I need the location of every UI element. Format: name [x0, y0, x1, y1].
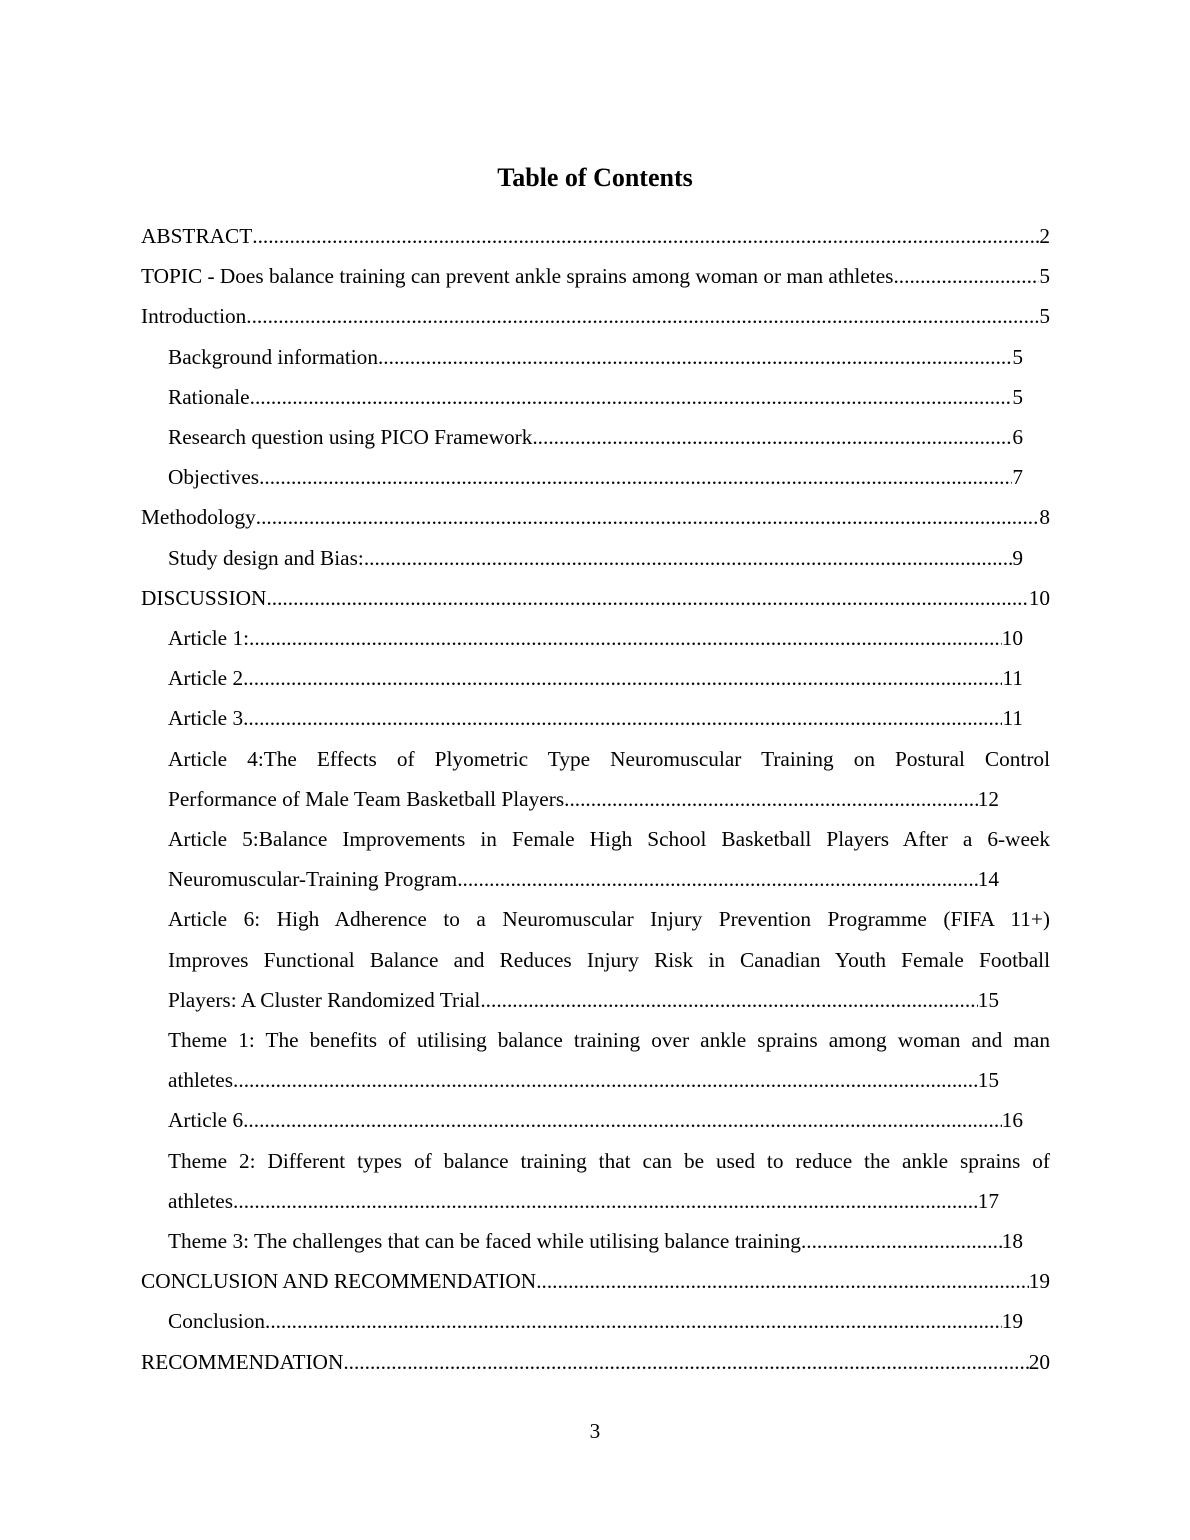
toc-entry[interactable]: [141, 1221, 1023, 1261]
toc-title: Table of Contents: [497, 163, 693, 192]
toc-leader-dots: [265, 1301, 1002, 1341]
toc-entry-label: Article 2: [168, 666, 244, 691]
toc-entry-row: [141, 256, 1050, 296]
toc-leader-dots: [801, 1221, 1002, 1261]
toc-entry-row: [168, 1060, 999, 1100]
toc-entry-label: ABSTRACT: [141, 224, 253, 248]
toc-entry[interactable]: [141, 739, 1050, 819]
toc-entry[interactable]: [141, 819, 1050, 899]
toc-entry[interactable]: [141, 578, 1050, 618]
toc-entry-label: Conclusion: [168, 1309, 266, 1334]
toc-entry[interactable]: [141, 899, 1050, 1020]
toc-leader-dots: [246, 296, 1039, 336]
toc-entry-label: CONCLUSION AND RECOMMENDATION: [141, 1269, 537, 1294]
toc-entry-heading-line: Theme 1: The benefits of utilising balance training over ankle sprains among woman and man: [168, 1028, 1050, 1053]
toc-entry-page: 2: [1039, 224, 1050, 248]
toc-entry-label: Performance of Male Team Basketball Players: [168, 786, 565, 811]
toc-entry-label: Objectives: [168, 465, 260, 490]
toc-entry-row: [168, 1301, 1023, 1341]
toc-entry-page: 7: [1012, 465, 1023, 490]
toc-entry-page: 18: [1001, 1229, 1023, 1254]
toc-list: [141, 216, 1050, 1382]
toc-entry[interactable]: [141, 1261, 1050, 1301]
toc-entry-page: 5: [1012, 384, 1023, 409]
toc-entry-page: 17: [977, 1188, 999, 1213]
toc-entry-label: DISCUSSION: [141, 585, 267, 610]
toc-entry[interactable]: [141, 457, 1023, 497]
toc-entry-label: Article 1:: [168, 626, 250, 651]
toc-entry-page: 5: [1039, 264, 1050, 289]
toc-leader-dots: [256, 497, 1040, 537]
toc-entry-label: Introduction: [141, 304, 247, 329]
toc-entry-page: 9: [1012, 545, 1023, 570]
toc-entry-page: 16: [1001, 1108, 1023, 1133]
toc-entry-label: Methodology: [141, 505, 256, 530]
toc-entry-row: [168, 658, 1023, 698]
toc-entry-page: 15: [977, 1068, 999, 1093]
toc-entry[interactable]: [141, 1100, 1023, 1140]
toc-leader-dots: [243, 658, 1002, 698]
toc-entry[interactable]: [141, 698, 1023, 738]
toc-entry-heading-line: Article 4:The Effects of Plyometric Type Neuromuscular Training on Postural Control: [168, 746, 1050, 771]
toc-entry-label: Players: A Cluster Randomized Trial: [168, 987, 481, 1012]
toc-entry-page: 5: [1039, 304, 1050, 329]
toc-entry-row: [168, 1221, 1023, 1261]
toc-leader-dots: [250, 377, 1013, 417]
toc-leader-dots: [249, 618, 1002, 658]
toc-entry-label: Study design and Bias:: [168, 545, 364, 570]
toc-entry[interactable]: [141, 658, 1023, 698]
toc-leader-dots: [564, 779, 978, 819]
toc-entry-page: 6: [1012, 425, 1023, 450]
toc-entry-label: Neuromuscular-Training Program: [168, 867, 458, 892]
toc-leader-dots: [536, 1261, 1029, 1301]
toc-entry[interactable]: [141, 417, 1023, 457]
toc-entry-row: [168, 538, 1023, 578]
toc-leader-dots: [266, 578, 1028, 618]
toc-entry-page: 8: [1039, 505, 1050, 530]
toc-entry-row: [168, 417, 1023, 457]
toc-leader-dots: [243, 1100, 1002, 1140]
toc-entry-row: [168, 618, 1023, 658]
toc-entry-label: athletes: [168, 1068, 234, 1093]
toc-leader-dots: [532, 417, 1012, 457]
toc-entry-row: [168, 1181, 999, 1221]
toc-entry-page: 11: [1002, 666, 1023, 691]
toc-entry-label: Article 3: [168, 706, 244, 731]
toc-leader-dots: [243, 698, 1002, 738]
toc-entry-page: 19: [1028, 1269, 1050, 1294]
toc-entry-heading-line: Theme 2: Different types of balance training that can be used to reduce the ankle sprains of: [168, 1148, 1050, 1173]
toc-entry[interactable]: [141, 296, 1050, 336]
toc-entry-row: [168, 337, 1023, 377]
toc-entry-label: RECOMMENDATION: [141, 1349, 344, 1374]
toc-entry-page: 14: [977, 867, 999, 892]
toc-entry-page: 11: [1002, 706, 1023, 731]
toc-entry[interactable]: [141, 377, 1023, 417]
toc-entry-row: [141, 1342, 1050, 1382]
toc-entry-page: 12: [977, 786, 999, 811]
toc-entry-label: TOPIC - Does balance training can prevent ankle sprains among woman or man athletes: [141, 264, 894, 289]
toc-entry[interactable]: [141, 256, 1050, 296]
toc-entry-label: athletes: [168, 1188, 234, 1213]
toc-entry-label: Article 6: [168, 1108, 244, 1133]
toc-entry[interactable]: [141, 337, 1023, 377]
toc-entry-row: [168, 457, 1023, 497]
toc-entry-label: Rationale: [168, 384, 250, 409]
toc-leader-dots: [893, 256, 1039, 296]
toc-entry[interactable]: [141, 618, 1023, 658]
toc-entry-label: Research question using PICO Framework: [168, 425, 533, 450]
toc-leader-dots: [233, 1060, 978, 1100]
toc-leader-dots: [457, 859, 978, 899]
toc-entry-row: [141, 296, 1050, 336]
toc-entry-page: 20: [1028, 1349, 1050, 1374]
toc-entry[interactable]: [141, 216, 1050, 256]
toc-leader-dots: [378, 337, 1012, 377]
toc-leader-dots: [259, 457, 1012, 497]
toc-entry[interactable]: [141, 538, 1023, 578]
toc-entry-row: [168, 698, 1023, 738]
toc-leader-dots: [480, 980, 977, 1020]
toc-entry-row: [141, 216, 1050, 256]
toc-entry[interactable]: [141, 1342, 1050, 1382]
toc-entry-page: 5: [1012, 344, 1023, 369]
toc-entry-row: [168, 377, 1023, 417]
toc-leader-dots: [233, 1181, 978, 1221]
toc-entry-heading-line: Improves Functional Balance and Reduces Injury Risk in Canadian Youth Female Football: [168, 947, 1050, 972]
toc-entry[interactable]: [141, 1141, 1050, 1221]
toc-entry-page: 19: [1001, 1309, 1023, 1334]
toc-entry-page: 10: [1028, 585, 1050, 610]
toc-entry-row: [168, 859, 999, 899]
toc-leader-dots: [252, 216, 1039, 256]
toc-leader-dots: [343, 1342, 1028, 1382]
toc-entry[interactable]: [141, 497, 1050, 537]
toc-entry-row: [141, 578, 1050, 618]
toc-entry-label: Background information: [168, 344, 378, 369]
toc-entry-page: 10: [1001, 626, 1023, 651]
page-number: 3: [589, 1419, 601, 1443]
toc-entry-row: [141, 1261, 1050, 1301]
toc-entry-label: Theme 3: The challenges that can be faced while utilising balance training: [168, 1229, 801, 1254]
toc-entry-row: [168, 1100, 1023, 1140]
toc-entry-heading-line: Article 5:Balance Improvements in Female High School Basketball Players After a 6-week: [168, 827, 1050, 852]
toc-entry[interactable]: [141, 1301, 1023, 1341]
toc-entry-page: 15: [977, 987, 999, 1012]
toc-leader-dots: [364, 538, 1013, 578]
toc-entry[interactable]: [141, 1020, 1050, 1100]
toc-entry-heading-line: Article 6: High Adherence to a Neuromuscular Injury Prevention Programme (FIFA 11+): [168, 907, 1050, 932]
toc-entry-row: [141, 497, 1050, 537]
toc-entry-row: [168, 980, 999, 1020]
toc-entry-row: [168, 779, 999, 819]
